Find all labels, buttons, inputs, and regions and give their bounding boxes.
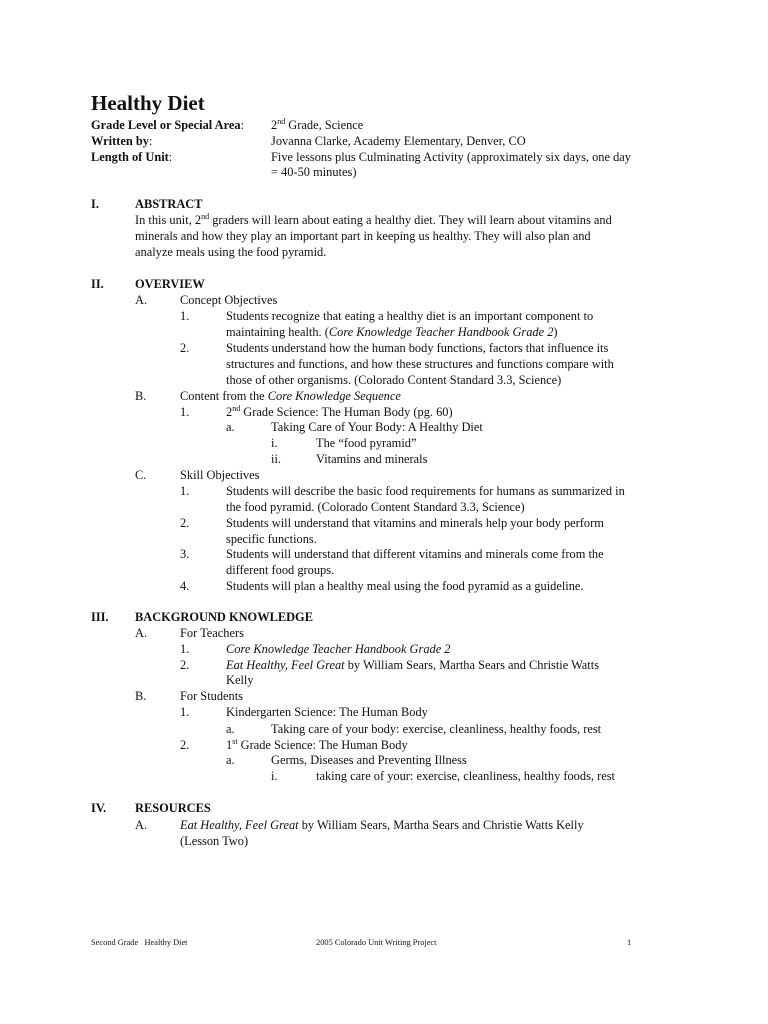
overview-b1a-letter: a. [226, 420, 235, 434]
background-b2a-text: Germs, Diseases and Preventing Illness [271, 753, 467, 767]
section-heading-overview: OVERVIEW [135, 277, 205, 291]
background-a1-number: 1. [180, 642, 190, 656]
overview-a2-line-3: those of other organisms. (Colorado Content Standard 3.3, Science) [226, 373, 562, 387]
overview-c2-number: 2. [180, 516, 190, 530]
overview-c4-number: 4. [180, 579, 190, 593]
overview-a1-line-1: Students recognize that eating a healthy diet is an important component to [226, 309, 594, 323]
background-b-letter: B. [135, 689, 147, 703]
length-label: Length of Unit: [91, 150, 173, 164]
background-b1-text: Kindergarten Science: The Human Body [226, 705, 428, 719]
overview-a-label: Concept Objectives [180, 293, 278, 307]
overview-a2-line-1: Students understand how the human body functions, factors that influence its [226, 341, 609, 355]
background-a-letter: A. [135, 626, 148, 640]
overview-c1-line-2: the food pyramid. (Colorado Content Standard 3.3, Science) [226, 500, 525, 514]
overview-b1a-ii-text: Vitamins and minerals [316, 452, 428, 466]
footer-left: Second Grade Healthy Diet [91, 938, 188, 947]
background-a2-line-2: Kelly [226, 673, 254, 687]
overview-a1-line-2: maintaining health. (Core Knowledge Teacher Handbook Grade 2) [226, 325, 558, 339]
section-heading-resources: RESOURCES [135, 801, 211, 815]
footer-center: 2005 Colorado Unit Writing Project [316, 938, 437, 947]
resources-a-letter: A. [135, 818, 148, 832]
background-a2-number: 2. [180, 658, 190, 672]
background-b1-number: 1. [180, 705, 190, 719]
overview-c2-line-1: Students will understand that vitamins and minerals help your body perform [226, 516, 604, 530]
overview-c-label: Skill Objectives [180, 468, 260, 482]
section-number-resources: IV. [91, 801, 107, 815]
section-number-abstract: I. [91, 197, 99, 211]
overview-c3-number: 3. [180, 547, 190, 561]
written-value: Jovanna Clarke, Academy Elementary, Denver, CO [271, 134, 526, 148]
background-b1a-text: Taking care of your body: exercise, cleanliness, healthy foods, rest [271, 722, 602, 736]
overview-c3-line-1: Students will understand that different vitamins and minerals come from the [226, 547, 604, 561]
resources-a-line-2: (Lesson Two) [180, 834, 249, 848]
written-label: Written by: [91, 134, 153, 148]
overview-b-letter: B. [135, 389, 147, 403]
document-title: Healthy Diet [91, 91, 205, 115]
resources-a-line-1: Eat Healthy, Feel Great by William Sears, Martha Sears and Christie Watts Kelly [180, 818, 584, 832]
page-number: 1 [627, 938, 632, 947]
overview-b1a-text: Taking Care of Your Body: A Healthy Diet [271, 420, 483, 434]
background-a-label: For Teachers [180, 626, 244, 640]
overview-c1-number: 1. [180, 484, 190, 498]
overview-b1a-i-number: i. [271, 436, 278, 450]
background-b-label: For Students [180, 689, 243, 703]
overview-a-letter: A. [135, 293, 148, 307]
overview-a2-line-2: structures and functions, and how these structures and functions compare with [226, 357, 614, 371]
overview-c2-line-2: specific functions. [226, 532, 317, 546]
overview-c3-line-2: different food groups. [226, 563, 335, 577]
length-value-line-2: = 40-50 minutes) [271, 165, 357, 179]
overview-a2-number: 2. [180, 341, 190, 355]
abstract-line-1: In this unit, 2nd graders will learn about eating a healthy diet. They will learn about vitamins and [135, 211, 612, 227]
background-b2a-i-text: taking care of your: exercise, cleanliness, healthy foods, rest [316, 769, 615, 783]
overview-c1-line-1: Students will describe the basic food requirements for humans as summarized in [226, 484, 625, 498]
length-value-line-1: Five lessons plus Culminating Activity (approximately six days, one day [271, 150, 631, 164]
section-number-background: III. [91, 610, 109, 624]
background-b2a-letter: a. [226, 753, 235, 767]
grade-label: Grade Level or Special Area: [91, 118, 245, 132]
overview-b1a-i-text: The “food pyramid” [316, 436, 417, 450]
overview-a1-number: 1. [180, 309, 190, 323]
overview-b1-text: 2nd Grade Science: The Human Body (pg. 60) [226, 403, 453, 419]
background-b2-number: 2. [180, 738, 190, 752]
background-b2-text: 1st Grade Science: The Human Body [226, 736, 408, 752]
overview-c-letter: C. [135, 468, 147, 482]
grade-value: 2nd Grade, Science [271, 116, 364, 132]
background-a2-line-1: Eat Healthy, Feel Great by William Sears, Martha Sears and Christie Watts [226, 658, 600, 672]
section-heading-background: BACKGROUND KNOWLEDGE [135, 610, 313, 624]
background-b1a-letter: a. [226, 722, 235, 736]
overview-b-label: Content from the Core Knowledge Sequence [180, 389, 401, 403]
section-number-overview: II. [91, 277, 104, 291]
overview-b1-number: 1. [180, 405, 190, 419]
background-a1-text: Core Knowledge Teacher Handbook Grade 2 [226, 642, 451, 656]
overview-c4-line-1: Students will plan a healthy meal using the food pyramid as a guideline. [226, 579, 584, 593]
abstract-line-2: minerals and how they play an important part in keeping us healthy. They will also plan and [135, 229, 591, 243]
abstract-line-3: analyze meals using the food pyramid. [135, 245, 327, 259]
background-b2a-i-number: i. [271, 769, 278, 783]
section-heading-abstract: ABSTRACT [135, 197, 203, 211]
overview-b1a-ii-number: ii. [271, 452, 281, 466]
